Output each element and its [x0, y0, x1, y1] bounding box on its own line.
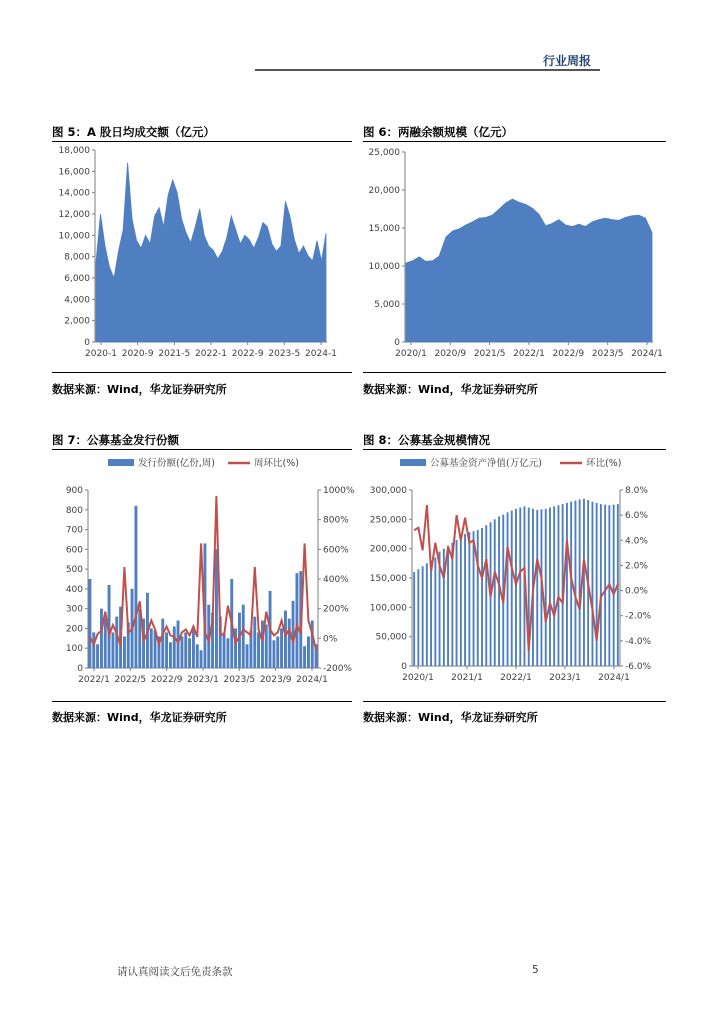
bar — [451, 543, 453, 666]
bar — [181, 636, 184, 668]
bar — [447, 546, 449, 666]
figure-source-rule — [52, 372, 352, 373]
bar — [422, 566, 424, 666]
bar — [265, 625, 268, 669]
x-tick-label: 2022/1 — [500, 673, 532, 683]
x-tick-label: 2022/9 — [552, 349, 585, 359]
y-tick-label: 8,000 — [64, 252, 90, 263]
x-tick-label: 2021-5 — [158, 349, 191, 359]
chart-fund-issuance — [44, 452, 356, 692]
bar — [284, 611, 287, 668]
figure-title: 图 5：A 股日均成交额（亿元） — [52, 125, 215, 139]
y-tick-label: 4,000 — [64, 295, 90, 306]
x-tick-label: 2020-9 — [121, 349, 154, 359]
bar — [112, 632, 115, 668]
bar — [434, 558, 436, 667]
bar — [579, 499, 581, 666]
legend-label: 公募基金资产净值(万亿元) — [430, 458, 542, 469]
y2-tick-label: 6.0% — [625, 511, 648, 522]
bar — [464, 534, 466, 666]
bar — [417, 569, 419, 666]
bar — [276, 636, 279, 668]
y-tick-label: 600 — [65, 545, 83, 556]
x-tick-label: 2023/9 — [259, 675, 292, 685]
x-tick-label: 2021/5 — [473, 349, 506, 359]
y-tick-label: 0 — [77, 664, 83, 674]
bar — [169, 642, 172, 668]
bar — [200, 650, 203, 668]
bar — [227, 638, 230, 668]
y-tick-label: 15,000 — [368, 224, 400, 234]
y2-tick-label: -200% — [323, 664, 352, 674]
x-tick-label: 2020-1 — [85, 349, 117, 359]
bar — [596, 503, 598, 666]
bar — [481, 528, 483, 666]
header-title: 行业周报 — [542, 54, 591, 68]
bar — [135, 506, 138, 668]
bar — [575, 501, 577, 666]
x-tick-label: 2020/1 — [395, 349, 427, 359]
x-tick-label: 2020/9 — [434, 349, 467, 359]
bar — [104, 619, 107, 668]
bar — [89, 579, 92, 668]
legend-label: 环比(%) — [586, 458, 622, 469]
y-tick-label: 20,000 — [368, 186, 400, 196]
x-tick-label: 2022/1 — [513, 349, 545, 359]
x-tick-label: 2024/1 — [296, 675, 328, 685]
x-tick-label: 2023/5 — [223, 675, 256, 685]
figure-title-rule — [363, 141, 666, 142]
y-tick-label: 100,000 — [369, 603, 407, 614]
figure-title: 图 7：公募基金发行份额 — [52, 433, 180, 447]
y-tick-label: 50,000 — [375, 632, 407, 643]
bar — [273, 640, 276, 668]
chart-fund-size — [360, 452, 666, 692]
y2-tick-label: 8.0% — [625, 486, 648, 496]
bar — [485, 525, 487, 666]
bar — [100, 609, 103, 668]
y2-tick-label: 2.0% — [625, 561, 648, 572]
x-tick-label: 2021/1 — [451, 673, 483, 683]
figure-source-rule — [52, 701, 352, 702]
x-tick-label: 2022/1 — [78, 675, 110, 685]
figure-source: 数据来源：Wind，华龙证券研究所 — [363, 711, 538, 724]
y-tick-label: 300 — [65, 604, 83, 615]
y-tick-label: 100 — [65, 644, 83, 655]
y2-tick-label: 0.0% — [625, 586, 648, 597]
figure-source: 数据来源：Wind，华龙证券研究所 — [52, 711, 227, 724]
bar — [257, 632, 260, 668]
bar — [494, 519, 496, 666]
bar — [536, 510, 538, 666]
bar — [592, 502, 594, 666]
legend-label: 周环比(%) — [254, 458, 299, 469]
chart-margin-balance — [360, 144, 666, 364]
x-tick-label: 2023/1 — [549, 673, 581, 683]
y-tick-label: 10,000 — [368, 262, 400, 272]
y-tick-label: 900 — [65, 486, 83, 496]
figure-title: 图 6：两融余额规模（亿元） — [363, 125, 514, 139]
bar — [613, 505, 615, 666]
bar — [519, 508, 521, 666]
area-series — [96, 163, 326, 342]
bar — [303, 646, 306, 668]
bar — [296, 573, 299, 668]
bar — [430, 560, 432, 666]
bar — [413, 572, 415, 666]
x-tick-label: 2023-5 — [268, 349, 301, 359]
y-tick-label: 250,000 — [369, 515, 407, 526]
y-tick-label: 14,000 — [58, 188, 90, 199]
bar — [511, 511, 513, 667]
y2-tick-label: 4.0% — [625, 536, 648, 547]
figure-title-rule — [52, 141, 352, 142]
y-tick-label: 0 — [401, 662, 407, 672]
legend-swatch-bar — [400, 459, 426, 466]
bar — [545, 509, 547, 666]
bar — [192, 627, 195, 669]
footer-disclaimer-note: 请认真阅读文后免责条款 — [117, 966, 233, 978]
x-tick-label: 2022-9 — [231, 349, 264, 359]
bar — [549, 508, 551, 666]
bar — [600, 504, 602, 666]
y-tick-label: 200 — [65, 624, 83, 635]
bar — [583, 499, 585, 666]
bar — [161, 619, 164, 668]
y-tick-label: 300,000 — [369, 486, 407, 496]
y2-tick-label: 0% — [323, 634, 338, 645]
y2-tick-label: 1000% — [323, 486, 355, 496]
bar — [253, 617, 256, 668]
line-series — [90, 496, 316, 650]
x-tick-label: 2023/5 — [591, 349, 624, 359]
bar — [238, 613, 241, 668]
bar — [307, 636, 310, 668]
bar — [456, 540, 458, 666]
x-tick-label: 2024/1 — [598, 673, 630, 683]
y-tick-label: 2,000 — [64, 316, 90, 327]
y-tick-label: 18,000 — [58, 146, 90, 156]
bar — [96, 644, 99, 668]
page-number: 5 — [532, 964, 539, 976]
x-tick-label: 2023/1 — [187, 675, 219, 685]
bar — [558, 505, 560, 666]
bar — [280, 628, 283, 668]
y-tick-label: 10,000 — [58, 231, 90, 242]
chart-daily-turnover — [44, 144, 344, 364]
figure-source: 数据来源：Wind，华龙证券研究所 — [52, 383, 227, 396]
legend-label: 发行份额(亿份,周) — [138, 458, 215, 469]
y2-tick-label: 200% — [323, 604, 349, 615]
bar — [92, 632, 95, 668]
bar — [165, 632, 168, 668]
x-tick-label: 2022/9 — [150, 675, 183, 685]
bar — [553, 506, 555, 666]
y2-tick-label: 800% — [323, 515, 349, 526]
y2-tick-label: -2.0% — [625, 611, 652, 622]
y-tick-label: 16,000 — [58, 167, 90, 178]
area-series — [406, 199, 652, 342]
figure-source: 数据来源：Wind，华龙证券研究所 — [363, 383, 538, 396]
bar — [477, 530, 479, 666]
y-tick-label: 0 — [84, 338, 90, 348]
bar — [246, 644, 249, 668]
x-tick-label: 2024/1 — [631, 349, 663, 359]
bar — [507, 512, 509, 666]
bar — [123, 636, 126, 668]
y2-tick-label: 600% — [323, 545, 349, 556]
x-tick-label: 2022-1 — [195, 349, 227, 359]
x-tick-label: 2022/5 — [114, 675, 147, 685]
y-tick-label: 6,000 — [64, 274, 90, 284]
bar — [188, 638, 191, 668]
bar — [184, 632, 187, 668]
y-tick-label: 200,000 — [369, 544, 407, 555]
bar — [196, 644, 199, 668]
figure-title-rule — [52, 449, 352, 450]
bar — [604, 505, 606, 666]
legend-swatch-bar — [108, 459, 134, 466]
figure-title: 图 8：公募基金规模情况 — [363, 433, 491, 447]
bar — [242, 605, 245, 668]
bar — [468, 532, 470, 666]
header-divider — [255, 69, 600, 71]
y2-tick-label: -6.0% — [625, 662, 652, 672]
x-tick-label: 2020/1 — [402, 673, 434, 683]
y-tick-label: 150,000 — [369, 574, 407, 584]
y-tick-label: 0 — [394, 338, 400, 348]
figure-source-rule — [363, 701, 666, 702]
figure-source-rule — [363, 372, 666, 373]
bar — [115, 617, 118, 668]
bar — [223, 632, 226, 668]
bar — [288, 619, 291, 668]
bar — [460, 537, 462, 666]
figure-title-rule — [363, 449, 666, 450]
bar — [150, 628, 153, 668]
y2-tick-label: -4.0% — [625, 636, 652, 647]
y2-tick-label: 400% — [323, 575, 349, 585]
bar — [473, 531, 475, 666]
y-tick-label: 500 — [65, 565, 83, 576]
bar — [426, 563, 428, 666]
y-tick-label: 700 — [65, 525, 83, 536]
bar — [566, 503, 568, 666]
y-tick-label: 12,000 — [58, 210, 90, 220]
y-tick-label: 25,000 — [368, 148, 400, 158]
y-tick-label: 400 — [65, 584, 83, 595]
bar — [173, 627, 176, 669]
y-tick-label: 5,000 — [374, 300, 400, 310]
y-tick-label: 800 — [65, 505, 83, 516]
x-tick-label: 2024-1 — [305, 349, 337, 359]
